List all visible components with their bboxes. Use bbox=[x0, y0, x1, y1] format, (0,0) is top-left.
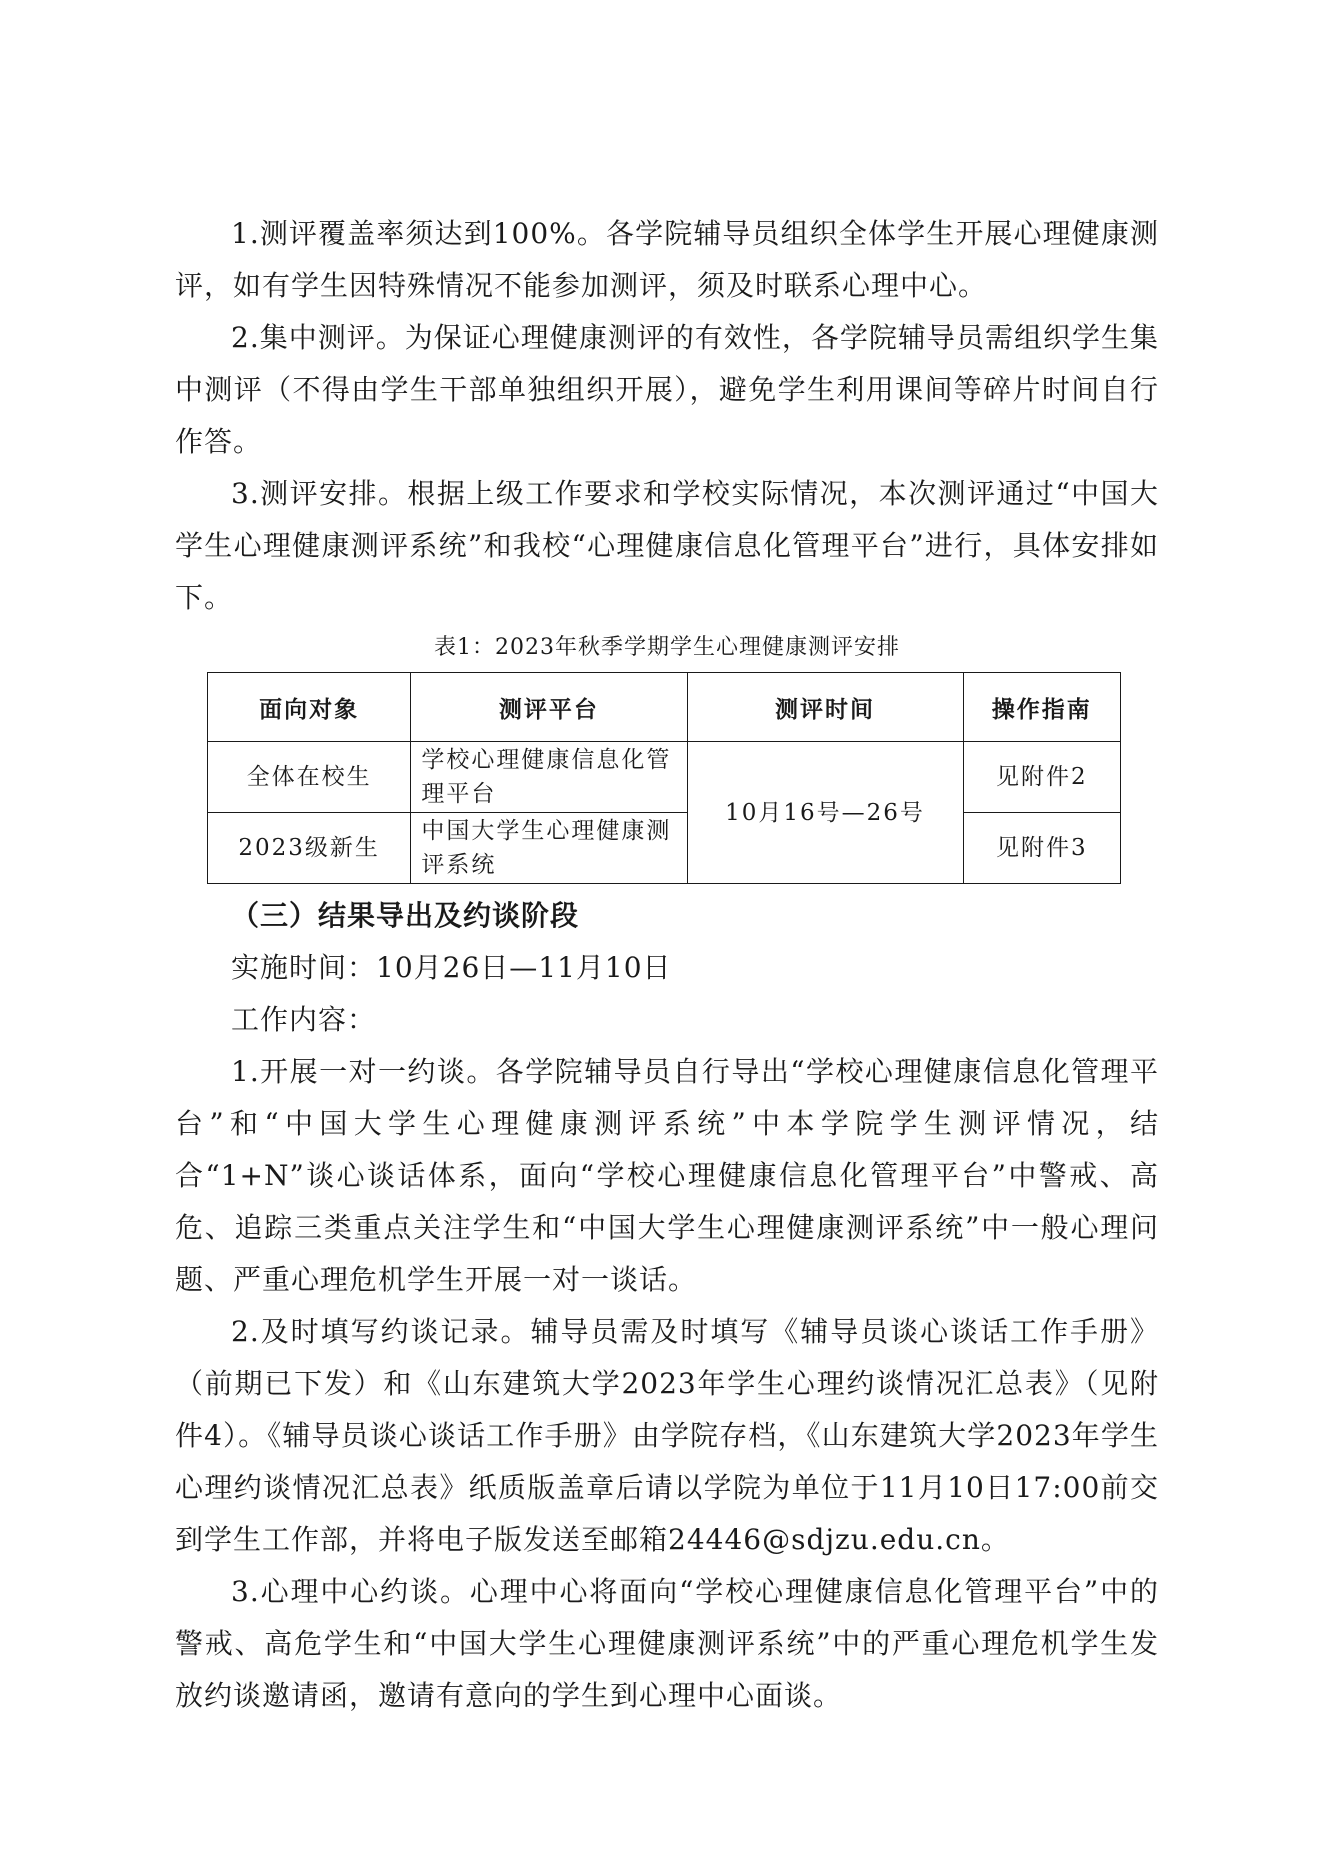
paragraph-center-interview: 3.心理中心约谈。心理中心将面向“学校心理健康信息化管理平台”中的警戒、高危学生和“中国大学生心理健康测评系统”中的严重心理危机学生发放约谈邀请函，邀请有意向的学生到心理中心面谈。 bbox=[175, 1575, 1159, 1712]
table-header-time: 测评时间 bbox=[687, 673, 963, 742]
table-row bbox=[208, 813, 1121, 884]
table-header-row bbox=[208, 673, 1121, 742]
table-cell-time: 10月16号—26号 bbox=[687, 742, 963, 884]
table-cell-guide: 见附件3 bbox=[963, 813, 1120, 884]
table-caption: 表1：2023年秋季学期学生心理健康测评安排 bbox=[434, 635, 900, 660]
table-header-guide: 操作指南 bbox=[963, 673, 1120, 742]
paragraph-assessment-arrangement: 3.测评安排。根据上级工作要求和学校实际情况，本次测评通过“中国大学生心理健康测评系统”和我校“心理健康信息化管理平台”进行，具体安排如下。 bbox=[175, 477, 1159, 614]
paragraph-interview-records: 2.及时填写约谈记录。辅导员需及时填写《辅导员谈心谈话工作手册》（前期已下发）和《山东建筑大学2023年学生心理约谈情况汇总表》（见附件4）。《辅导员谈心谈话工作手册》由学院存档，《山东建筑大学2023年学生心理约谈情况汇总表》纸质版盖章后请以学院为单位于11月10日17:00前交到学生工作部，并将电子版发送至邮箱24446@sdjzu.edu.cn。 bbox=[175, 1315, 1159, 1556]
table-cell-target: 2023级新生 bbox=[208, 813, 411, 884]
table-row bbox=[208, 742, 1121, 813]
table-cell-target: 全体在校生 bbox=[208, 742, 411, 813]
document-page bbox=[175, 208, 1159, 1722]
paragraph-one-on-one-interview: 1.开展一对一约谈。各学院辅导员自行导出“学校心理健康信息化管理平台”和“中国大学生心理健康测评系统”中本学院学生测评情况，结合“1+N”谈心谈话体系，面向“学校心理健康信息化管理平台”中警戒、高危、追踪三类重点关注学生和“中国大学生心理健康测评系统”中一般心理问题、严重心理危机学生开展一对一谈话。 bbox=[175, 1055, 1159, 1296]
implementation-time: 实施时间：10月26日—11月10日 bbox=[231, 951, 672, 984]
table-cell-guide: 见附件2 bbox=[963, 742, 1120, 813]
paragraph-coverage: 1.测评覆盖率须达到100%。各学院辅导员组织全体学生开展心理健康测评，如有学生因特殊情况不能参加测评，须及时联系心理中心。 bbox=[175, 217, 1159, 302]
table-cell-platform: 学校心理健康信息化管理平台 bbox=[411, 742, 687, 813]
table-header-target: 面向对象 bbox=[208, 673, 411, 742]
paragraph-centralized-assessment: 2.集中测评。为保证心理健康测评的有效性，各学院辅导员需组织学生集中测评（不得由学生干部单独组织开展），避免学生利用课间等碎片时间自行作答。 bbox=[175, 321, 1159, 458]
table-cell-platform: 中国大学生心理健康测评系统 bbox=[411, 813, 687, 884]
table-header-platform: 测评平台 bbox=[411, 673, 687, 742]
assessment-schedule-table bbox=[207, 672, 1121, 884]
section-heading: （三）结果导出及约谈阶段 bbox=[231, 899, 580, 932]
work-content-label: 工作内容： bbox=[231, 1003, 377, 1036]
